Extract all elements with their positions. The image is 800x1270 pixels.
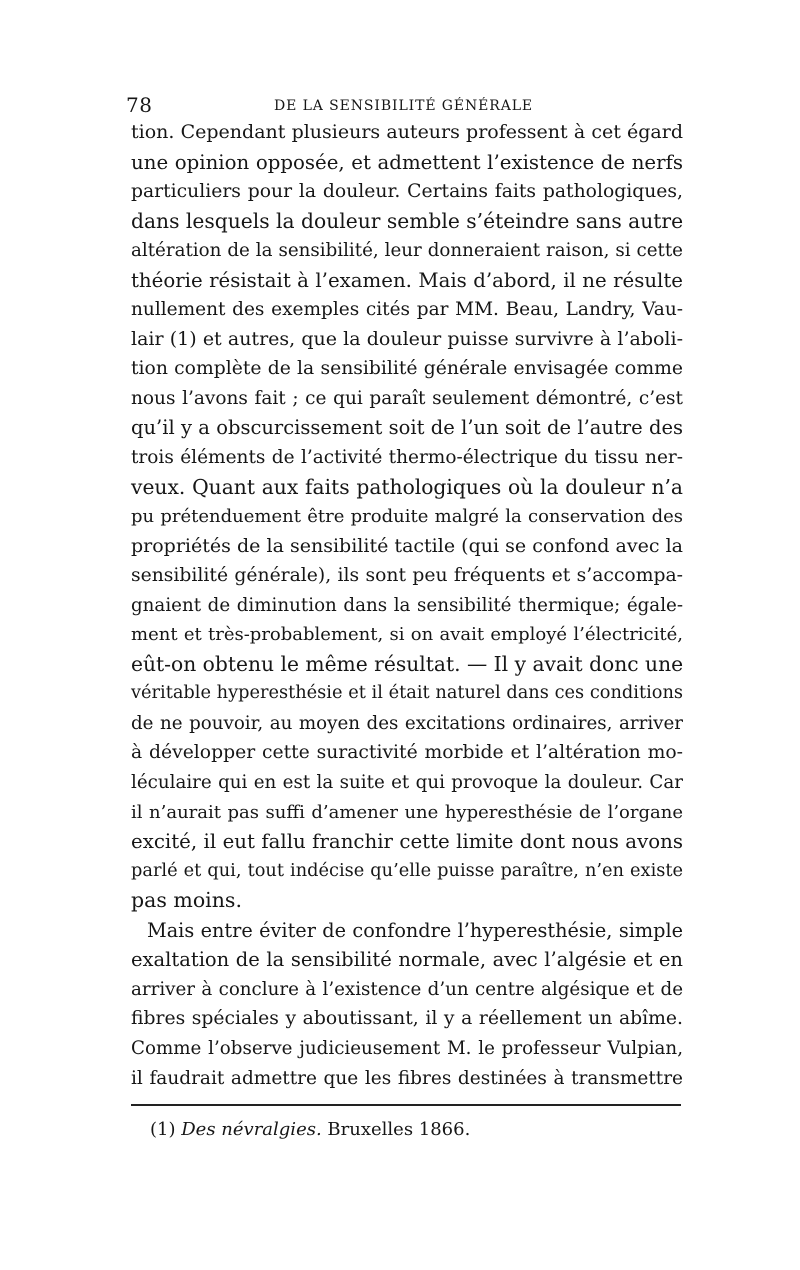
text-line: gnaient de diminution dans la sensibilité thermique; égale- [131, 594, 683, 616]
running-header [126, 92, 680, 118]
text-line: altération de la sensibilité, leur donneraient raison, si cette [131, 240, 683, 262]
text-line: fibres spéciales y aboutissant, il y a réellement un abîme. [131, 1008, 683, 1030]
running-title: DE LA SENSIBILITÉ GÉNÉRALE [274, 98, 534, 114]
text-line: Mais entre éviter de confondre l’hyperesthésie, simple [147, 918, 683, 942]
text-line: léculaire qui en est la suite et qui provoque la douleur. Car [131, 772, 683, 794]
text-line: pu prétenduement être produite malgré la conservation des [131, 506, 683, 528]
text-line: arriver à conclure à l’existence d’un centre algésique et de [131, 978, 683, 1000]
text-line: Comme l’observe judicieusement M. le professeur Vulpian, [131, 1037, 683, 1059]
text-line: propriétés de la sensibilité tactile (qui se confond avec la [131, 534, 683, 557]
footnote-rule [131, 1104, 681, 1106]
footnote [150, 1117, 650, 1143]
page-number: 78 [126, 93, 153, 117]
text-line: tion. Cependant plusieurs auteurs professent à cet égard [131, 121, 683, 143]
text-line: nous l’avons fait ; ce qui paraît seulement démontré, c’est [131, 387, 683, 409]
text-line: nullement des exemples cités par MM. Beau, Landry, Vau- [131, 299, 683, 321]
text-line: dans lesquels la douleur semble s’éteindre sans autre [131, 208, 684, 233]
text-line: tion complète de la sensibilité générale envisagée comme [131, 358, 683, 380]
footnote-place-year: Bruxelles 1866. [327, 1119, 471, 1140]
text-line: pas moins. [131, 888, 242, 913]
text-line: de ne pouvoir, au moyen des excitations ordinaires, arriver [131, 712, 683, 734]
text-line: parlé et qui, tout indécise qu’elle puisse paraître, n’en existe [131, 860, 683, 881]
text-line: sensibilité générale), ils sont peu fréquents et s’accompa- [131, 565, 683, 587]
footnote-marker: (1) [150, 1119, 176, 1140]
text-line: eût-on obtenu le même résultat. — Il y avait donc une [131, 651, 684, 676]
text-line: particuliers pour la douleur. Certains faits pathologiques, [131, 181, 683, 203]
body-text [131, 118, 683, 1093]
text-line: trois éléments de l’activité thermo-électrique du tissu ner- [131, 447, 683, 469]
text-line: ment et très-probablement, si on avait employé l’électricité, [131, 624, 683, 646]
text-line: théorie résistait à l’examen. Mais d’abord, il ne résulte [131, 268, 683, 292]
text-line: il n’aurait pas suffi d’amener une hyperesthésie de l’organe [131, 801, 683, 823]
text-line: véritable hyperesthésie et il était naturel dans ces conditions [131, 683, 683, 704]
text-line: lair (1) et autres, que la douleur puisse survivre à l’aboli- [131, 327, 683, 350]
text-line: exaltation de la sensibilité normale, avec l’algésie et en [131, 948, 683, 972]
footnote-title: Des névralgies. [181, 1119, 322, 1140]
text-line: qu’il y a obscurcissement soit de l’un soit de l’autre des [131, 416, 683, 440]
text-line: excité, il eut fallu franchir cette limite dont nous avons [131, 830, 683, 854]
text-line: à développer cette suractivité morbide et l’altération mo- [131, 742, 683, 764]
text-line: veux. Quant aux faits pathologiques où la douleur n’a [131, 474, 683, 499]
text-line: il faudrait admettre que les fibres destinées à transmettre [131, 1067, 683, 1089]
text-line: une opinion opposée, et admettent l’existence de nerfs [131, 150, 683, 174]
